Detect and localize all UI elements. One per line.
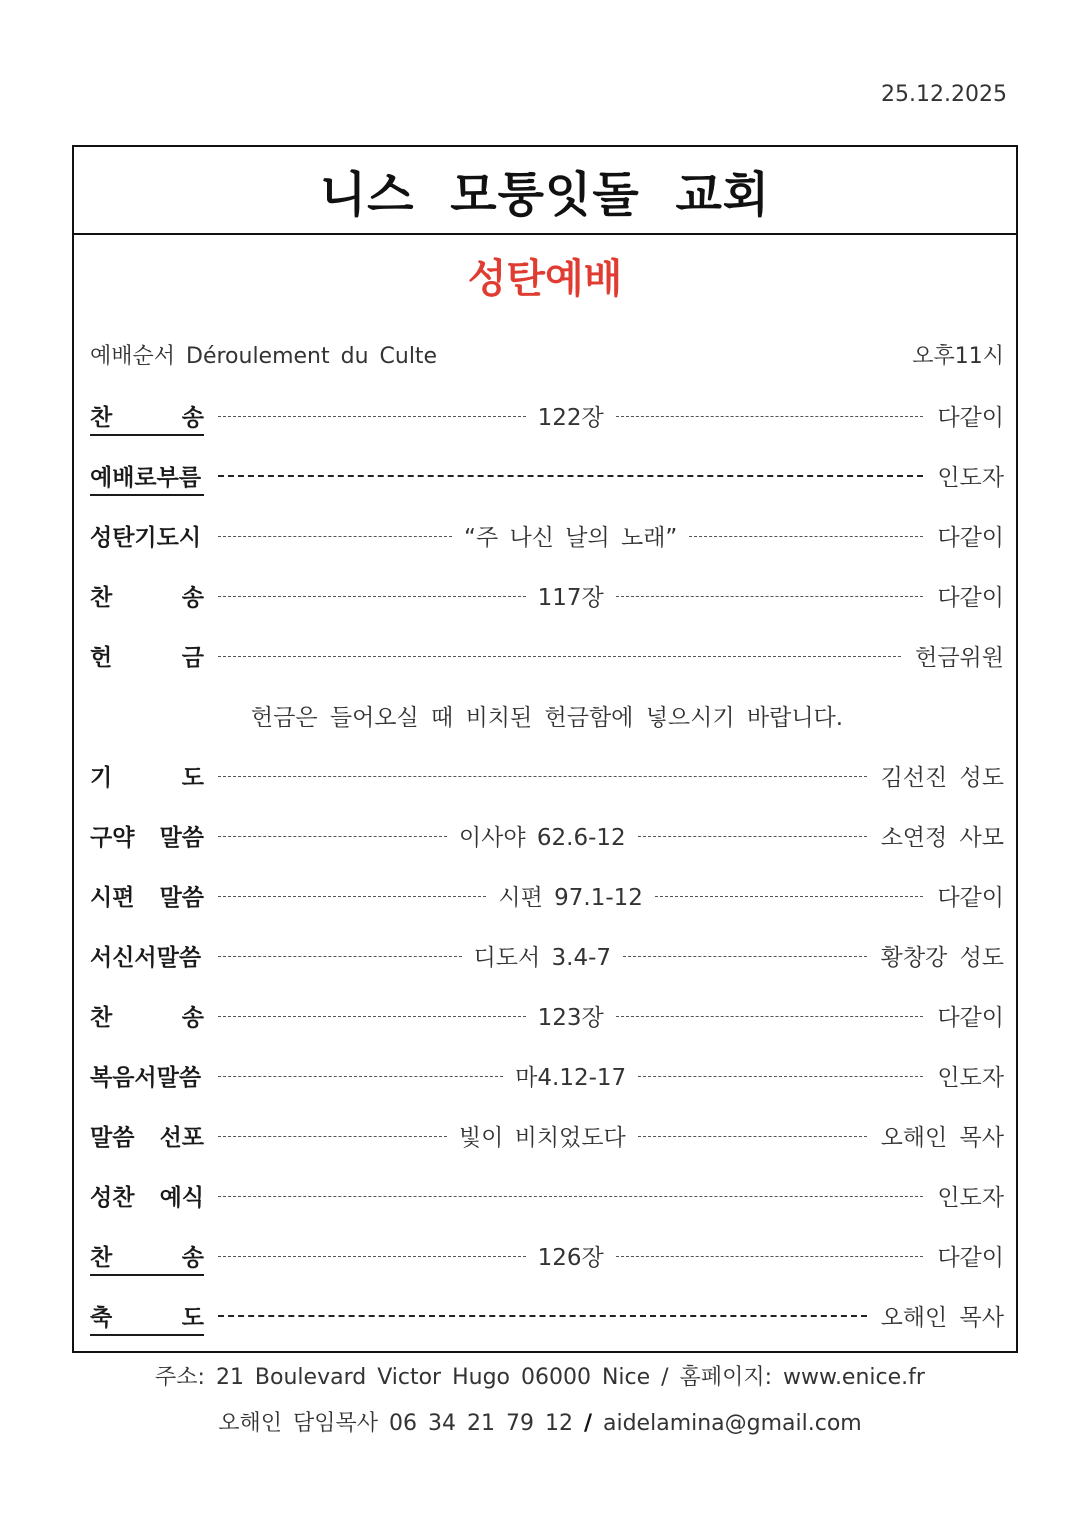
order-row-prayer: [90, 745, 1004, 805]
row-label: 축 도: [90, 1299, 204, 1332]
pastor-phone: 오해인 담임목사 06 34 21 79 12: [218, 1411, 573, 1436]
dotted-leader: [218, 1016, 526, 1017]
row-leader: 오해인 목사: [880, 1304, 1004, 1331]
church-name: 니스 모퉁잇돌 교회: [319, 166, 771, 223]
row-item: 빛이 비치었도다: [458, 1124, 626, 1151]
row-item: 122장: [537, 404, 604, 431]
dotted-leader: [218, 416, 526, 417]
order-row-hymn-3: [90, 985, 1004, 1045]
row-leader: 인도자: [937, 1184, 1004, 1211]
row-label: 헌 금: [90, 644, 204, 671]
row-leader: 다같이: [937, 584, 1004, 611]
dotted-leader: [218, 1196, 923, 1197]
row-item: 123장: [537, 1004, 604, 1031]
row-leader: 인도자: [937, 1064, 1004, 1091]
dotted-leader: [218, 1136, 447, 1137]
order-row-communion: [90, 1165, 1004, 1225]
bulletin-date: 25.12.2025: [881, 82, 1007, 107]
order-row-call-to-worship: [90, 445, 1004, 505]
dotted-leader: [655, 896, 923, 897]
separator-slash: /: [583, 1411, 592, 1436]
order-row-psalm: [90, 865, 1004, 925]
dotted-leader: [218, 475, 923, 477]
bulletin-frame: [72, 145, 1018, 1353]
order-of-service: [90, 385, 1004, 1345]
row-item: 117장: [537, 584, 604, 611]
dotted-leader: [638, 1136, 867, 1137]
order-row-gospel: [90, 1045, 1004, 1105]
row-leader: 다같이: [937, 1004, 1004, 1031]
row-label: 복음서말씀: [90, 1064, 202, 1091]
dotted-leader: [616, 1256, 924, 1257]
dotted-leader: [218, 776, 867, 777]
order-row-christmas-prayer-poem: [90, 505, 1004, 565]
row-label: 찬 송: [90, 1239, 204, 1272]
footer-address: 주소: 21 Boulevard Victor Hugo 06000 Nice / 홈페이지: www.enice.fr: [155, 1365, 925, 1390]
row-leader: 헌금위원: [915, 644, 1004, 671]
row-leader: 김선진 성도: [880, 764, 1004, 791]
row-leader: 황창강 성도: [880, 944, 1005, 971]
dotted-leader: [218, 1256, 526, 1257]
row-leader: 다같이: [937, 524, 1005, 551]
order-row-old-testament: [90, 805, 1004, 865]
order-header: [90, 339, 1004, 370]
row-leader: 다같이: [937, 404, 1004, 431]
row-item: 시편 97.1-12: [498, 884, 643, 911]
row-item: 마4.12-17: [515, 1064, 627, 1091]
dotted-leader: [218, 956, 462, 957]
dotted-leader: [638, 1076, 923, 1077]
pastor-email: aidelamina@gmail.com: [603, 1411, 862, 1436]
row-label: 찬 송: [90, 584, 204, 611]
footer-contact: [0, 1406, 1080, 1452]
order-header-label: 예배순서 Déroulement du Culte: [90, 344, 438, 369]
row-leader: 인도자: [937, 464, 1004, 491]
order-row-hymn-1: [90, 385, 1004, 445]
row-leader: 다같이: [937, 1244, 1004, 1271]
row-leader: 오해인 목사: [880, 1124, 1004, 1151]
row-label: 구약 말씀: [90, 824, 204, 851]
order-row-epistle: [90, 925, 1004, 985]
dotted-leader: [218, 596, 526, 597]
dotted-leader: [623, 956, 867, 957]
dotted-leader: [616, 416, 924, 417]
row-label: 찬 송: [90, 1004, 204, 1031]
row-label: 예배로부름: [90, 459, 204, 492]
service-title: 성탄예배: [467, 256, 623, 302]
title-box: [74, 147, 1016, 235]
row-leader: 소연정 사모: [880, 824, 1004, 851]
service-time: 오후11시: [912, 344, 1004, 369]
order-row-offering: [90, 625, 1004, 685]
row-label: 성탄기도시: [90, 524, 202, 551]
row-label: 말씀 선포: [90, 1124, 204, 1151]
row-item: 126장: [537, 1244, 604, 1271]
row-label: 기 도: [90, 764, 204, 791]
row-label: 서신서말씀: [90, 944, 202, 971]
dotted-leader: [616, 596, 924, 597]
row-label: 찬 송: [90, 399, 204, 432]
dotted-leader: [689, 536, 923, 537]
dotted-leader: [218, 836, 447, 837]
order-row-benediction: [90, 1285, 1004, 1345]
dotted-leader: [616, 1016, 924, 1017]
row-label: 성찬 예식: [90, 1184, 204, 1211]
dotted-leader: [218, 1076, 503, 1077]
row-leader: 다같이: [937, 884, 1004, 911]
dotted-leader: [218, 896, 486, 897]
dotted-leader: [218, 1315, 867, 1317]
row-item: 디도서 3.4-7: [473, 944, 612, 971]
order-row-hymn-4: [90, 1225, 1004, 1285]
footer: [0, 1360, 1080, 1452]
dotted-leader: [218, 536, 452, 537]
row-item: “주 나신 날의 노래”: [464, 524, 678, 551]
order-row-sermon: [90, 1105, 1004, 1165]
row-label: 시편 말씀: [90, 884, 204, 911]
dotted-leader: [218, 656, 901, 657]
offering-note: 헌금은 들어오실 때 비치된 헌금함에 넣으시기 바랍니다.: [250, 704, 844, 731]
dotted-leader: [638, 836, 867, 837]
row-item: 이사야 62.6-12: [458, 824, 626, 851]
order-row-hymn-2: [90, 565, 1004, 625]
